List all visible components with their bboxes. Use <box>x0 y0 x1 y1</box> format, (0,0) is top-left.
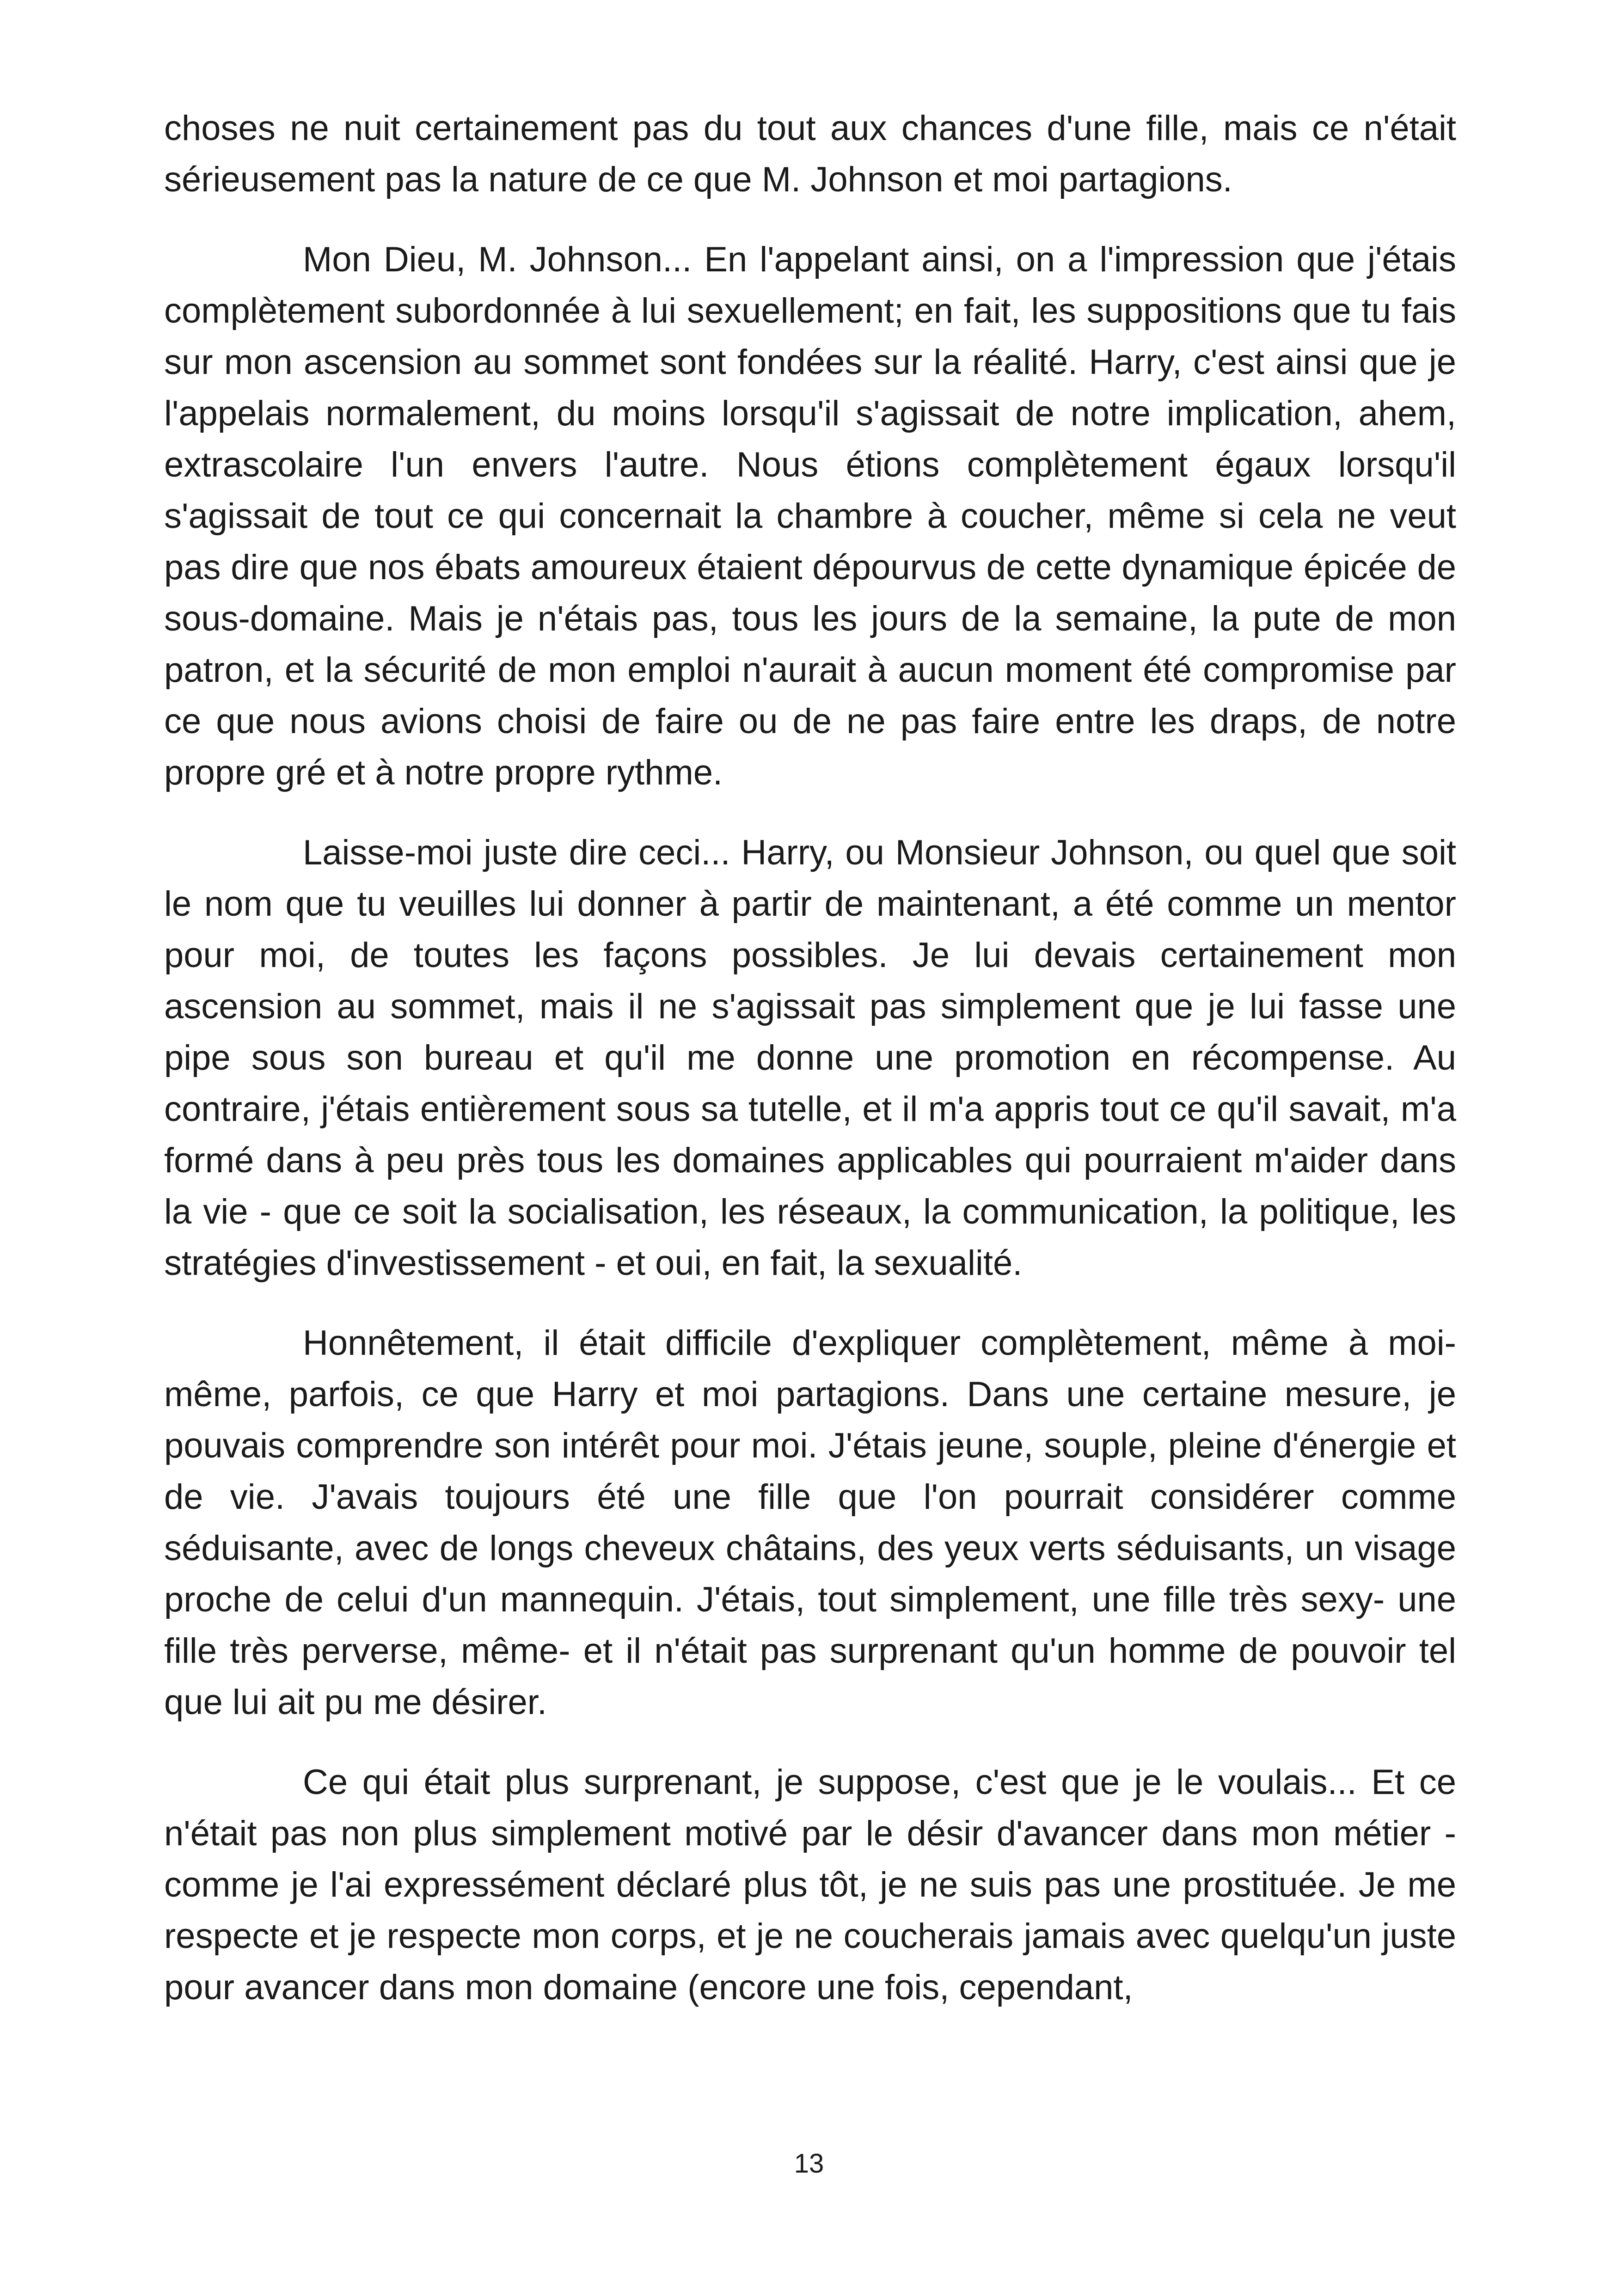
paragraph: Laisse-moi juste dire ceci... Harry, ou Monsieur Johnson, ou quel que soit le nom que tu veuilles lui donner à partir de maintenant, a été comme un mentor pour moi, de toutes les façons possibles. Je lui devais certainement mon ascension au sommet, mais il ne s'agissait pas simplement que je lui fasse une pipe sous son bureau et qu'il me donne une promotion en récompense. Au contraire, j'étais entièrement sous sa tutelle, et il m'a appris tout ce qu'il savait, m'a formé dans à peu près tous les domaines applicables qui pourraient m'aider dans la vie - que ce soit la socialisation, les réseaux, la communication, la politique, les stratégies d'investissement - et oui, en fait, la sexualité. <box>164 833 1456 1283</box>
paragraph-continuation: choses ne nuit certainement pas du tout aux chances d'une fille, mais ce n'était sérieusement pas la nature de ce que M. Johnson et moi partagions. <box>164 109 1456 199</box>
body-text <box>164 103 1456 2042</box>
paragraph: Honnêtement, il était difficile d'expliquer complètement, même à moi-même, parfois, ce que Harry et moi partagions. Dans une certaine mesure, je pouvais comprendre son intérêt pour moi. J'étais jeune, souple, pleine d'énergie et de vie. J'avais toujours été une fille que l'on pourrait considérer comme séduisante, avec de longs cheveux châtains, des yeux verts séduisants, un visage proche de celui d'un mannequin. J'étais, tout simplement, une fille très sexy- une fille très perverse, même- et il n'était pas surprenant qu'un homme de pouvoir tel que lui ait pu me désirer. <box>164 1323 1456 1722</box>
page-number: 13 <box>794 2149 824 2179</box>
paragraph: Mon Dieu, M. Johnson... En l'appelant ainsi, on a l'impression que j'étais complètement subordonnée à lui sexuellement; en fait, les suppositions que tu fais sur mon ascension au sommet sont fondées sur la réalité. Harry, c'est ainsi que je l'appelais normalement, du moins lorsqu'il s'agissait de notre implication, ahem, extrascolaire l'un envers l'autre. Nous étions complètement égaux lorsqu'il s'agissait de tout ce qui concernait la chambre à coucher, même si cela ne veut pas dire que nos ébats amoureux étaient dépourvus de cette dynamique épicée de sous-domaine. Mais je n'étais pas, tous les jours de la semaine, la pute de mon patron, et la sécurité de mon emploi n'aurait à aucun moment été compromise par ce que nous avions choisi de faire ou de ne pas faire entre les draps, de notre propre gré et à notre propre rythme. <box>164 240 1456 792</box>
paragraph: Ce qui était plus surprenant, je suppose, c'est que je le voulais... Et ce n'était pas non plus simplement motivé par le désir d'avancer dans mon métier - comme je l'ai expressément déclaré plus tôt, je ne suis pas une prostituée. Je me respecte et je respecte mon corps, et je ne coucherais jamais avec quelqu'un juste pour avancer dans mon domaine (encore une fois, cependant, <box>164 1763 1456 2007</box>
